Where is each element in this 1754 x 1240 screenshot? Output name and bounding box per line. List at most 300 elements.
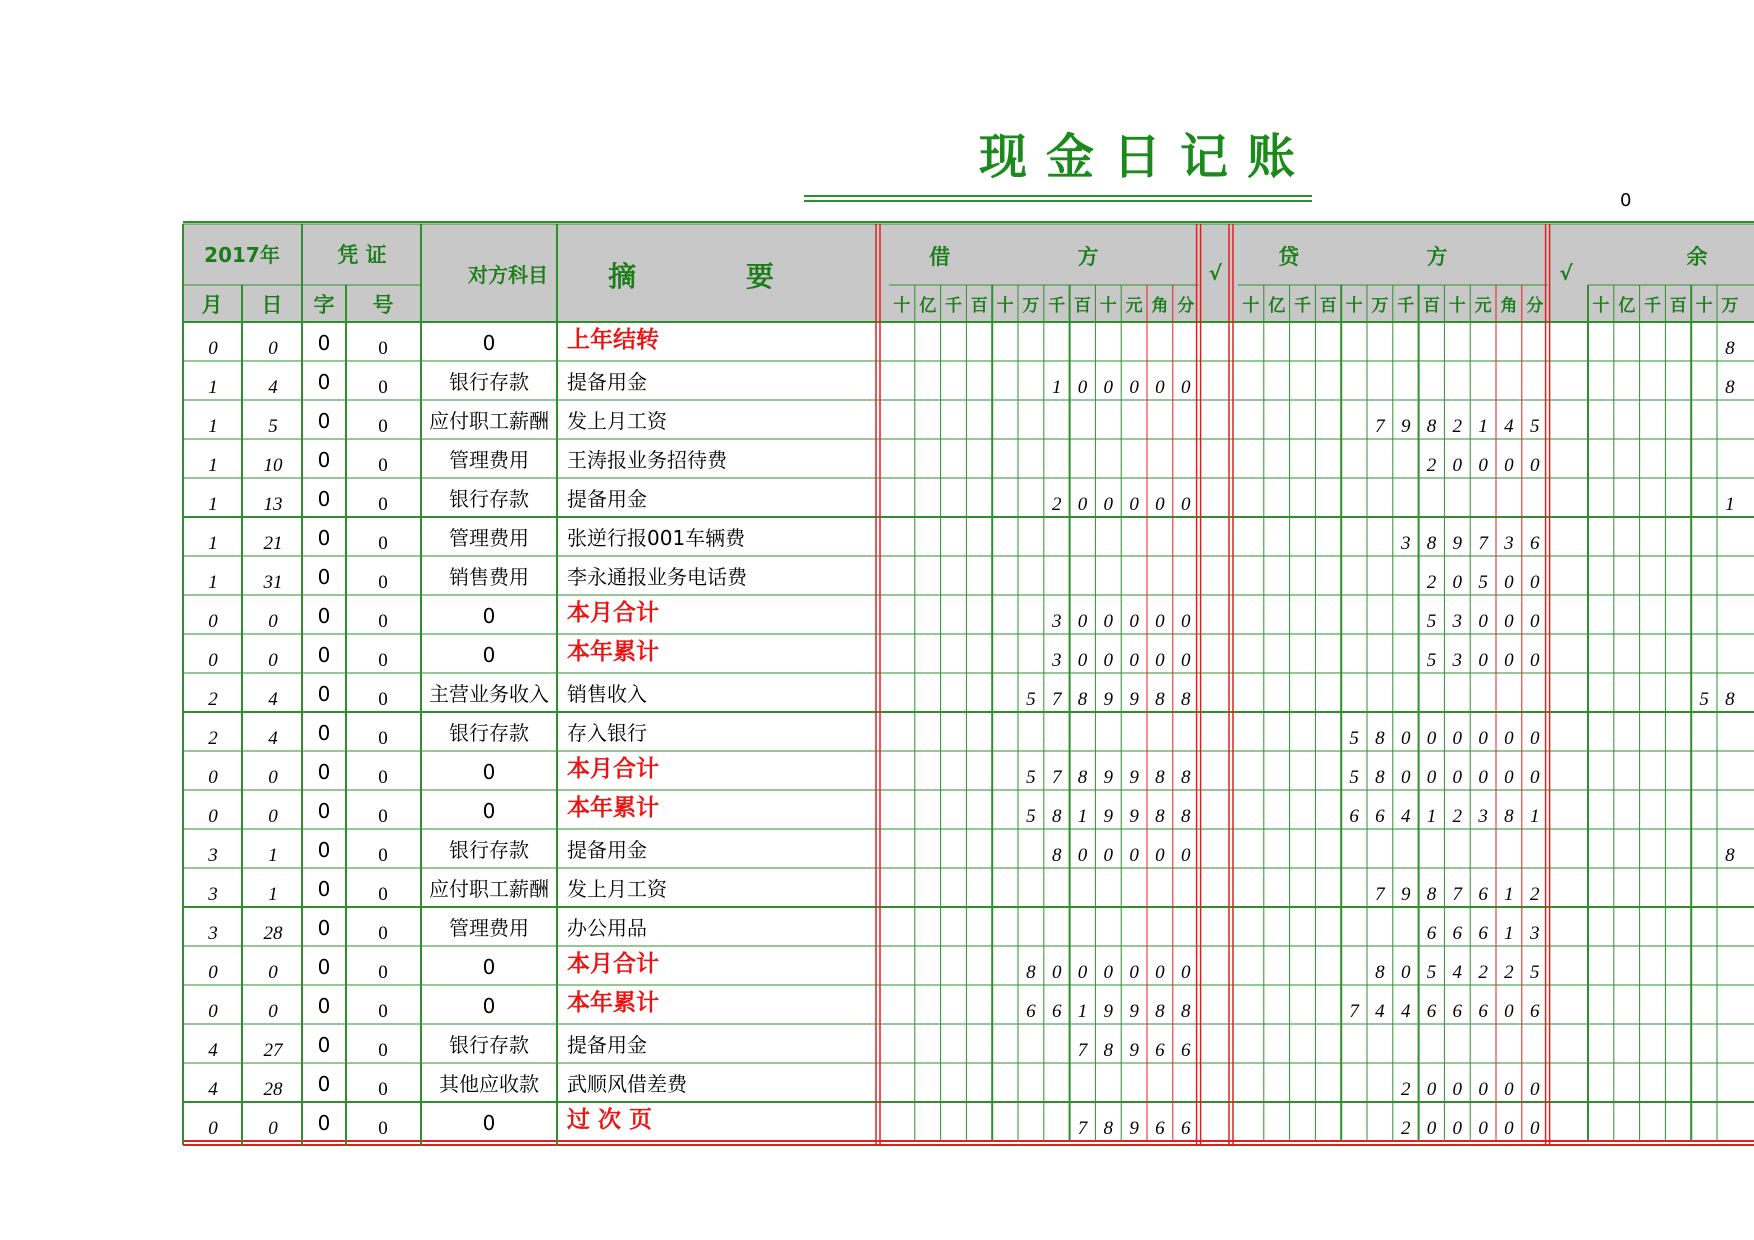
credit-digit: 9 — [1400, 416, 1411, 437]
header-credit-unit: 千 — [1294, 296, 1311, 316]
header-balance-unit: 百 — [1669, 296, 1687, 316]
row-summary: 提备用金 — [567, 487, 647, 511]
header-background — [183, 224, 1754, 322]
header-balance-unit: 亿 — [1618, 296, 1636, 316]
debit-digit: 9 — [1103, 689, 1114, 710]
row-counter-account: 管理费用 — [449, 448, 529, 472]
row-month: 2 — [208, 689, 218, 710]
row-summary: 上年结转 — [567, 327, 659, 353]
row-voucher-zi: 0 — [317, 409, 331, 433]
credit-digit: 0 — [1452, 1079, 1463, 1100]
debit-digit: 8 — [1155, 767, 1165, 788]
credit-digit: 4 — [1504, 416, 1514, 437]
row-day: 1 — [268, 845, 278, 866]
debit-digit: 9 — [1129, 1118, 1139, 1139]
row-voucher-zi: 0 — [317, 565, 331, 589]
row-summary: 本年累计 — [567, 639, 659, 665]
row-day: 0 — [268, 650, 278, 671]
row-summary: 本月合计 — [567, 756, 659, 782]
row-counter-account: 管理费用 — [449, 916, 529, 940]
credit-digit: 0 — [1478, 1079, 1488, 1100]
header-debit-unit: 十 — [1099, 296, 1117, 316]
row-counter-account: 0 — [482, 604, 496, 628]
credit-digit: 8 — [1504, 806, 1514, 827]
row-day: 31 — [263, 572, 283, 593]
header-balance: 余 — [1686, 245, 1708, 269]
credit-digit: 0 — [1504, 455, 1514, 476]
row-summary: 本月合计 — [567, 600, 659, 626]
debit-digit: 7 — [1051, 767, 1062, 788]
row-counter-account: 其他应收款 — [439, 1072, 539, 1096]
debit-digit: 9 — [1103, 1001, 1114, 1022]
row-counter-account: 银行存款 — [449, 370, 529, 394]
credit-digit: 0 — [1529, 572, 1540, 593]
row-voucher-hao: 0 — [378, 884, 388, 905]
row-voucher-hao: 0 — [378, 338, 388, 359]
debit-digit: 8 — [1077, 767, 1088, 788]
credit-digit: 6 — [1478, 923, 1488, 944]
row-counter-account: 0 — [482, 994, 496, 1018]
credit-digit: 2 — [1400, 1118, 1411, 1139]
debit-digit: 9 — [1129, 767, 1139, 788]
debit-digit: 5 — [1026, 806, 1036, 827]
debit-digit: 7 — [1051, 689, 1062, 710]
row-summary: 销售收入 — [567, 682, 647, 706]
debit-digit: 0 — [1180, 962, 1191, 983]
row-summary: 发上月工资 — [567, 877, 667, 901]
credit-digit: 6 — [1529, 1001, 1540, 1022]
balance-digit: 8 — [1725, 377, 1735, 398]
credit-digit: 0 — [1452, 455, 1463, 476]
debit-digit: 0 — [1103, 962, 1114, 983]
row-voucher-hao: 0 — [378, 611, 388, 632]
debit-digit: 0 — [1180, 845, 1191, 866]
header-credit-unit: 元 — [1474, 296, 1492, 316]
row-month: 3 — [208, 884, 218, 905]
row-day: 0 — [268, 806, 278, 827]
debit-digit: 0 — [1180, 494, 1191, 515]
row-summary: 李永通报业务电话费 — [567, 565, 747, 589]
row-day: 4 — [268, 728, 278, 749]
debit-digit: 0 — [1155, 650, 1165, 671]
header-debit-unit: 百 — [1074, 296, 1091, 316]
row-month: 0 — [208, 962, 218, 983]
credit-digit: 2 — [1504, 962, 1514, 983]
header-month: 月 — [201, 293, 223, 317]
row-counter-account: 银行存款 — [449, 721, 529, 745]
row-day: 0 — [268, 338, 278, 359]
row-month: 1 — [208, 416, 218, 437]
row-summary: 本月合计 — [567, 951, 659, 977]
header-credit: 贷 方 — [1278, 245, 1508, 269]
credit-digit: 0 — [1529, 611, 1540, 632]
debit-digit: 0 — [1180, 611, 1191, 632]
credit-digit: 7 — [1478, 533, 1488, 554]
credit-digit: 3 — [1478, 806, 1488, 827]
balance-digit: 1 — [1725, 494, 1735, 515]
debit-digit: 8 — [1103, 1040, 1114, 1061]
row-day: 0 — [268, 1118, 278, 1139]
debit-digit: 9 — [1129, 689, 1139, 710]
row-voucher-hao: 0 — [378, 650, 388, 671]
row-counter-account: 应付职工薪酬 — [429, 877, 549, 901]
credit-digit: 0 — [1452, 728, 1463, 749]
credit-digit: 1 — [1504, 923, 1514, 944]
debit-digit: 8 — [1051, 845, 1062, 866]
header-balance-unit: 十 — [1695, 296, 1713, 316]
row-voucher-hao: 0 — [378, 416, 388, 437]
header-debit-unit: 万 — [1022, 296, 1040, 316]
row-summary: 提备用金 — [567, 838, 647, 862]
debit-digit: 6 — [1180, 1118, 1191, 1139]
credit-digit: 0 — [1478, 611, 1488, 632]
row-voucher-zi: 0 — [317, 760, 331, 784]
credit-digit: 3 — [1400, 533, 1411, 554]
header-debit-unit: 千 — [1048, 296, 1066, 316]
row-counter-account: 银行存款 — [449, 838, 529, 862]
debit-digit: 0 — [1129, 377, 1139, 398]
credit-digit: 1 — [1478, 416, 1488, 437]
credit-digit: 8 — [1426, 884, 1437, 905]
debit-digit: 0 — [1129, 650, 1139, 671]
row-day: 27 — [263, 1040, 283, 1061]
header-debit-unit: 百 — [970, 296, 988, 316]
credit-digit: 6 — [1529, 533, 1540, 554]
credit-digit: 0 — [1529, 728, 1540, 749]
row-month: 0 — [208, 1001, 218, 1022]
credit-digit: 8 — [1375, 728, 1385, 749]
header-credit-unit: 十 — [1242, 296, 1260, 316]
page-number: 0 — [1620, 190, 1632, 211]
debit-digit: 0 — [1077, 377, 1088, 398]
header-debit-unit: 千 — [945, 296, 962, 316]
header-check-debit: √ — [1208, 261, 1222, 285]
credit-digit: 6 — [1426, 923, 1437, 944]
debit-digit: 0 — [1129, 611, 1139, 632]
row-voucher-hao: 0 — [378, 377, 388, 398]
row-summary: 存入银行 — [567, 721, 647, 745]
balance-digit: 5 — [1699, 689, 1709, 710]
credit-digit: 0 — [1452, 1118, 1463, 1139]
row-summary: 发上月工资 — [567, 409, 667, 433]
header-summary: 摘 要 — [608, 260, 824, 293]
row-day: 21 — [263, 533, 283, 554]
row-counter-account: 主营业务收入 — [429, 682, 549, 706]
row-voucher-hao: 0 — [378, 923, 388, 944]
credit-digit: 0 — [1452, 572, 1463, 593]
row-counter-account: 0 — [482, 955, 496, 979]
row-month: 1 — [208, 455, 218, 476]
row-day: 28 — [263, 1079, 283, 1100]
credit-digit: 6 — [1478, 1001, 1488, 1022]
debit-digit: 5 — [1026, 767, 1036, 788]
row-counter-account: 应付职工薪酬 — [429, 409, 549, 433]
debit-digit: 1 — [1077, 806, 1088, 827]
header-year: 2017年 — [204, 243, 280, 267]
credit-digit: 8 — [1426, 533, 1437, 554]
row-summary: 提备用金 — [567, 1033, 647, 1057]
row-voucher-hao: 0 — [378, 689, 388, 710]
credit-digit: 0 — [1504, 728, 1514, 749]
debit-digit: 9 — [1103, 767, 1114, 788]
row-voucher-zi: 0 — [317, 799, 331, 823]
row-voucher-zi: 0 — [317, 526, 331, 550]
debit-digit: 8 — [1155, 1001, 1165, 1022]
row-day: 13 — [263, 494, 283, 515]
credit-digit: 5 — [1349, 728, 1359, 749]
credit-digit: 0 — [1504, 1079, 1514, 1100]
row-voucher-zi: 0 — [317, 448, 331, 472]
debit-digit: 0 — [1103, 494, 1114, 515]
debit-digit: 8 — [1103, 1118, 1114, 1139]
row-month: 3 — [208, 845, 218, 866]
credit-digit: 0 — [1529, 455, 1540, 476]
credit-digit: 0 — [1452, 767, 1463, 788]
row-counter-account: 0 — [482, 799, 496, 823]
debit-digit: 6 — [1180, 1040, 1191, 1061]
debit-digit: 2 — [1051, 494, 1062, 515]
row-voucher-zi: 0 — [317, 1033, 331, 1057]
row-counter-account: 0 — [482, 1111, 496, 1135]
row-month: 4 — [208, 1040, 218, 1061]
header-credit-unit: 百 — [1319, 296, 1337, 316]
row-month: 0 — [208, 338, 218, 359]
row-voucher-zi: 0 — [317, 877, 331, 901]
credit-digit: 2 — [1426, 572, 1437, 593]
row-voucher-zi: 0 — [317, 643, 331, 667]
row-voucher-zi: 0 — [317, 331, 331, 355]
credit-digit: 0 — [1504, 1118, 1514, 1139]
row-day: 0 — [268, 1001, 278, 1022]
credit-digit: 5 — [1478, 572, 1488, 593]
row-voucher-zi: 0 — [317, 838, 331, 862]
debit-digit: 1 — [1077, 1001, 1088, 1022]
debit-digit: 0 — [1155, 611, 1165, 632]
debit-digit: 0 — [1077, 845, 1088, 866]
row-voucher-hao: 0 — [378, 1001, 388, 1022]
header-zi: 字 — [313, 293, 335, 317]
row-voucher-hao: 0 — [378, 1040, 388, 1061]
debit-digit: 0 — [1129, 962, 1139, 983]
header-debit-unit: 角 — [1151, 296, 1169, 316]
debit-digit: 1 — [1051, 377, 1062, 398]
header-credit-unit: 亿 — [1268, 296, 1286, 316]
debit-digit: 0 — [1103, 650, 1114, 671]
credit-digit: 1 — [1504, 884, 1514, 905]
debit-digit: 0 — [1077, 611, 1088, 632]
debit-digit: 0 — [1077, 494, 1088, 515]
credit-digit: 2 — [1478, 962, 1488, 983]
row-counter-account: 银行存款 — [449, 487, 529, 511]
row-month: 0 — [208, 1118, 218, 1139]
row-voucher-hao: 0 — [378, 1118, 388, 1139]
credit-digit: 0 — [1504, 611, 1514, 632]
row-day: 0 — [268, 767, 278, 788]
row-month: 1 — [208, 377, 218, 398]
credit-digit: 2 — [1426, 455, 1437, 476]
row-summary: 本年累计 — [567, 795, 659, 821]
debit-digit: 0 — [1077, 962, 1088, 983]
credit-digit: 0 — [1400, 767, 1411, 788]
header-debit: 借 方 — [929, 245, 1159, 269]
credit-digit: 4 — [1375, 1001, 1385, 1022]
credit-digit: 3 — [1504, 533, 1514, 554]
debit-digit: 0 — [1129, 494, 1139, 515]
debit-digit: 8 — [1180, 689, 1191, 710]
credit-digit: 0 — [1529, 650, 1540, 671]
debit-digit: 0 — [1155, 377, 1165, 398]
credit-digit: 6 — [1452, 1001, 1463, 1022]
credit-digit: 0 — [1478, 650, 1488, 671]
credit-digit: 9 — [1452, 533, 1463, 554]
debit-digit: 8 — [1026, 962, 1036, 983]
debit-digit: 0 — [1155, 494, 1165, 515]
header-credit-unit: 万 — [1371, 296, 1389, 316]
credit-digit: 6 — [1349, 806, 1359, 827]
row-voucher-zi: 0 — [317, 1111, 331, 1135]
debit-digit: 0 — [1103, 611, 1114, 632]
credit-digit: 0 — [1504, 572, 1514, 593]
row-voucher-zi: 0 — [317, 994, 331, 1018]
header-balance-unit: 十 — [1592, 296, 1610, 316]
credit-digit: 5 — [1349, 767, 1359, 788]
credit-digit: 0 — [1478, 1118, 1488, 1139]
row-month: 1 — [208, 572, 218, 593]
row-voucher-zi: 0 — [317, 721, 331, 745]
header-credit-unit: 分 — [1526, 296, 1544, 316]
header-debit-unit: 十 — [996, 296, 1014, 316]
debit-digit: 8 — [1077, 689, 1088, 710]
credit-digit: 0 — [1426, 767, 1437, 788]
debit-digit: 8 — [1051, 806, 1062, 827]
debit-digit: 0 — [1077, 650, 1088, 671]
row-voucher-zi: 0 — [317, 370, 331, 394]
debit-digit: 6 — [1051, 1001, 1062, 1022]
credit-digit: 1 — [1426, 806, 1437, 827]
row-voucher-zi: 0 — [317, 682, 331, 706]
debit-digit: 0 — [1155, 962, 1165, 983]
row-month: 2 — [208, 728, 218, 749]
header-day: 日 — [261, 293, 283, 317]
row-summary: 提备用金 — [567, 370, 647, 394]
header-voucher: 凭 证 — [337, 243, 387, 267]
row-day: 0 — [268, 962, 278, 983]
credit-digit: 6 — [1375, 806, 1385, 827]
row-voucher-hao: 0 — [378, 845, 388, 866]
row-month: 0 — [208, 767, 218, 788]
credit-digit: 1 — [1529, 806, 1540, 827]
debit-digit: 9 — [1129, 806, 1139, 827]
row-day: 1 — [268, 884, 278, 905]
debit-digit: 3 — [1051, 611, 1062, 632]
credit-digit: 5 — [1426, 962, 1437, 983]
credit-digit: 2 — [1400, 1079, 1411, 1100]
credit-digit: 4 — [1452, 962, 1463, 983]
credit-digit: 0 — [1478, 767, 1488, 788]
balance-digit: 8 — [1725, 689, 1735, 710]
credit-digit: 5 — [1529, 416, 1540, 437]
header-debit-unit: 分 — [1177, 296, 1195, 316]
credit-digit: 2 — [1452, 806, 1463, 827]
header-balance-unit: 千 — [1644, 296, 1661, 316]
debit-digit: 7 — [1077, 1040, 1088, 1061]
row-voucher-hao: 0 — [378, 962, 388, 983]
debit-digit: 9 — [1129, 1040, 1139, 1061]
credit-digit: 6 — [1426, 1001, 1437, 1022]
debit-digit: 0 — [1103, 377, 1114, 398]
debit-digit: 9 — [1103, 806, 1114, 827]
row-summary: 办公用品 — [567, 916, 647, 940]
credit-digit: 2 — [1529, 884, 1540, 905]
credit-digit: 0 — [1504, 1001, 1514, 1022]
debit-digit: 0 — [1180, 650, 1191, 671]
credit-digit: 0 — [1478, 455, 1488, 476]
header-counter-account: 对方科目 — [468, 263, 548, 287]
header-balance-unit: 万 — [1721, 296, 1739, 316]
header-credit-unit: 十 — [1345, 296, 1363, 316]
debit-digit: 6 — [1155, 1118, 1165, 1139]
header-debit-unit: 十 — [893, 296, 911, 316]
credit-digit: 2 — [1452, 416, 1463, 437]
credit-digit: 8 — [1375, 962, 1385, 983]
row-day: 10 — [263, 455, 283, 476]
credit-digit: 8 — [1375, 767, 1385, 788]
credit-digit: 5 — [1426, 650, 1437, 671]
credit-digit: 0 — [1529, 1118, 1540, 1139]
credit-digit: 4 — [1400, 1001, 1411, 1022]
row-counter-account: 管理费用 — [449, 526, 529, 550]
credit-digit: 5 — [1529, 962, 1540, 983]
header-credit-unit: 十 — [1448, 296, 1466, 316]
row-voucher-hao: 0 — [378, 728, 388, 749]
row-counter-account: 销售费用 — [449, 565, 529, 589]
credit-digit: 7 — [1349, 1001, 1359, 1022]
row-voucher-zi: 0 — [317, 955, 331, 979]
debit-digit: 8 — [1180, 767, 1191, 788]
row-voucher-hao: 0 — [378, 806, 388, 827]
row-day: 5 — [268, 416, 278, 437]
credit-digit: 9 — [1400, 884, 1411, 905]
row-day: 0 — [268, 611, 278, 632]
debit-digit: 8 — [1155, 806, 1165, 827]
credit-digit: 0 — [1426, 1118, 1437, 1139]
credit-digit: 6 — [1478, 884, 1488, 905]
header-check-credit: √ — [1559, 261, 1573, 285]
row-voucher-zi: 0 — [317, 604, 331, 628]
row-month: 0 — [208, 650, 218, 671]
credit-digit: 0 — [1529, 1079, 1540, 1100]
row-month: 3 — [208, 923, 218, 944]
row-counter-account: 0 — [482, 643, 496, 667]
header-debit-unit: 亿 — [919, 296, 937, 316]
row-summary: 武顺风借差费 — [567, 1072, 687, 1096]
debit-digit: 5 — [1026, 689, 1036, 710]
row-summary: 王涛报业务招待费 — [567, 448, 727, 472]
debit-digit: 9 — [1129, 1001, 1139, 1022]
credit-digit: 0 — [1400, 728, 1411, 749]
credit-digit: 0 — [1504, 650, 1514, 671]
debit-digit: 0 — [1103, 845, 1114, 866]
row-summary: 本年累计 — [567, 990, 659, 1016]
row-voucher-hao: 0 — [378, 533, 388, 554]
row-voucher-zi: 0 — [317, 916, 331, 940]
credit-digit: 6 — [1452, 923, 1463, 944]
row-day: 28 — [263, 923, 283, 944]
credit-digit: 0 — [1426, 728, 1437, 749]
row-voucher-hao: 0 — [378, 572, 388, 593]
row-voucher-zi: 0 — [317, 1072, 331, 1096]
header-debit-unit: 元 — [1125, 296, 1143, 316]
